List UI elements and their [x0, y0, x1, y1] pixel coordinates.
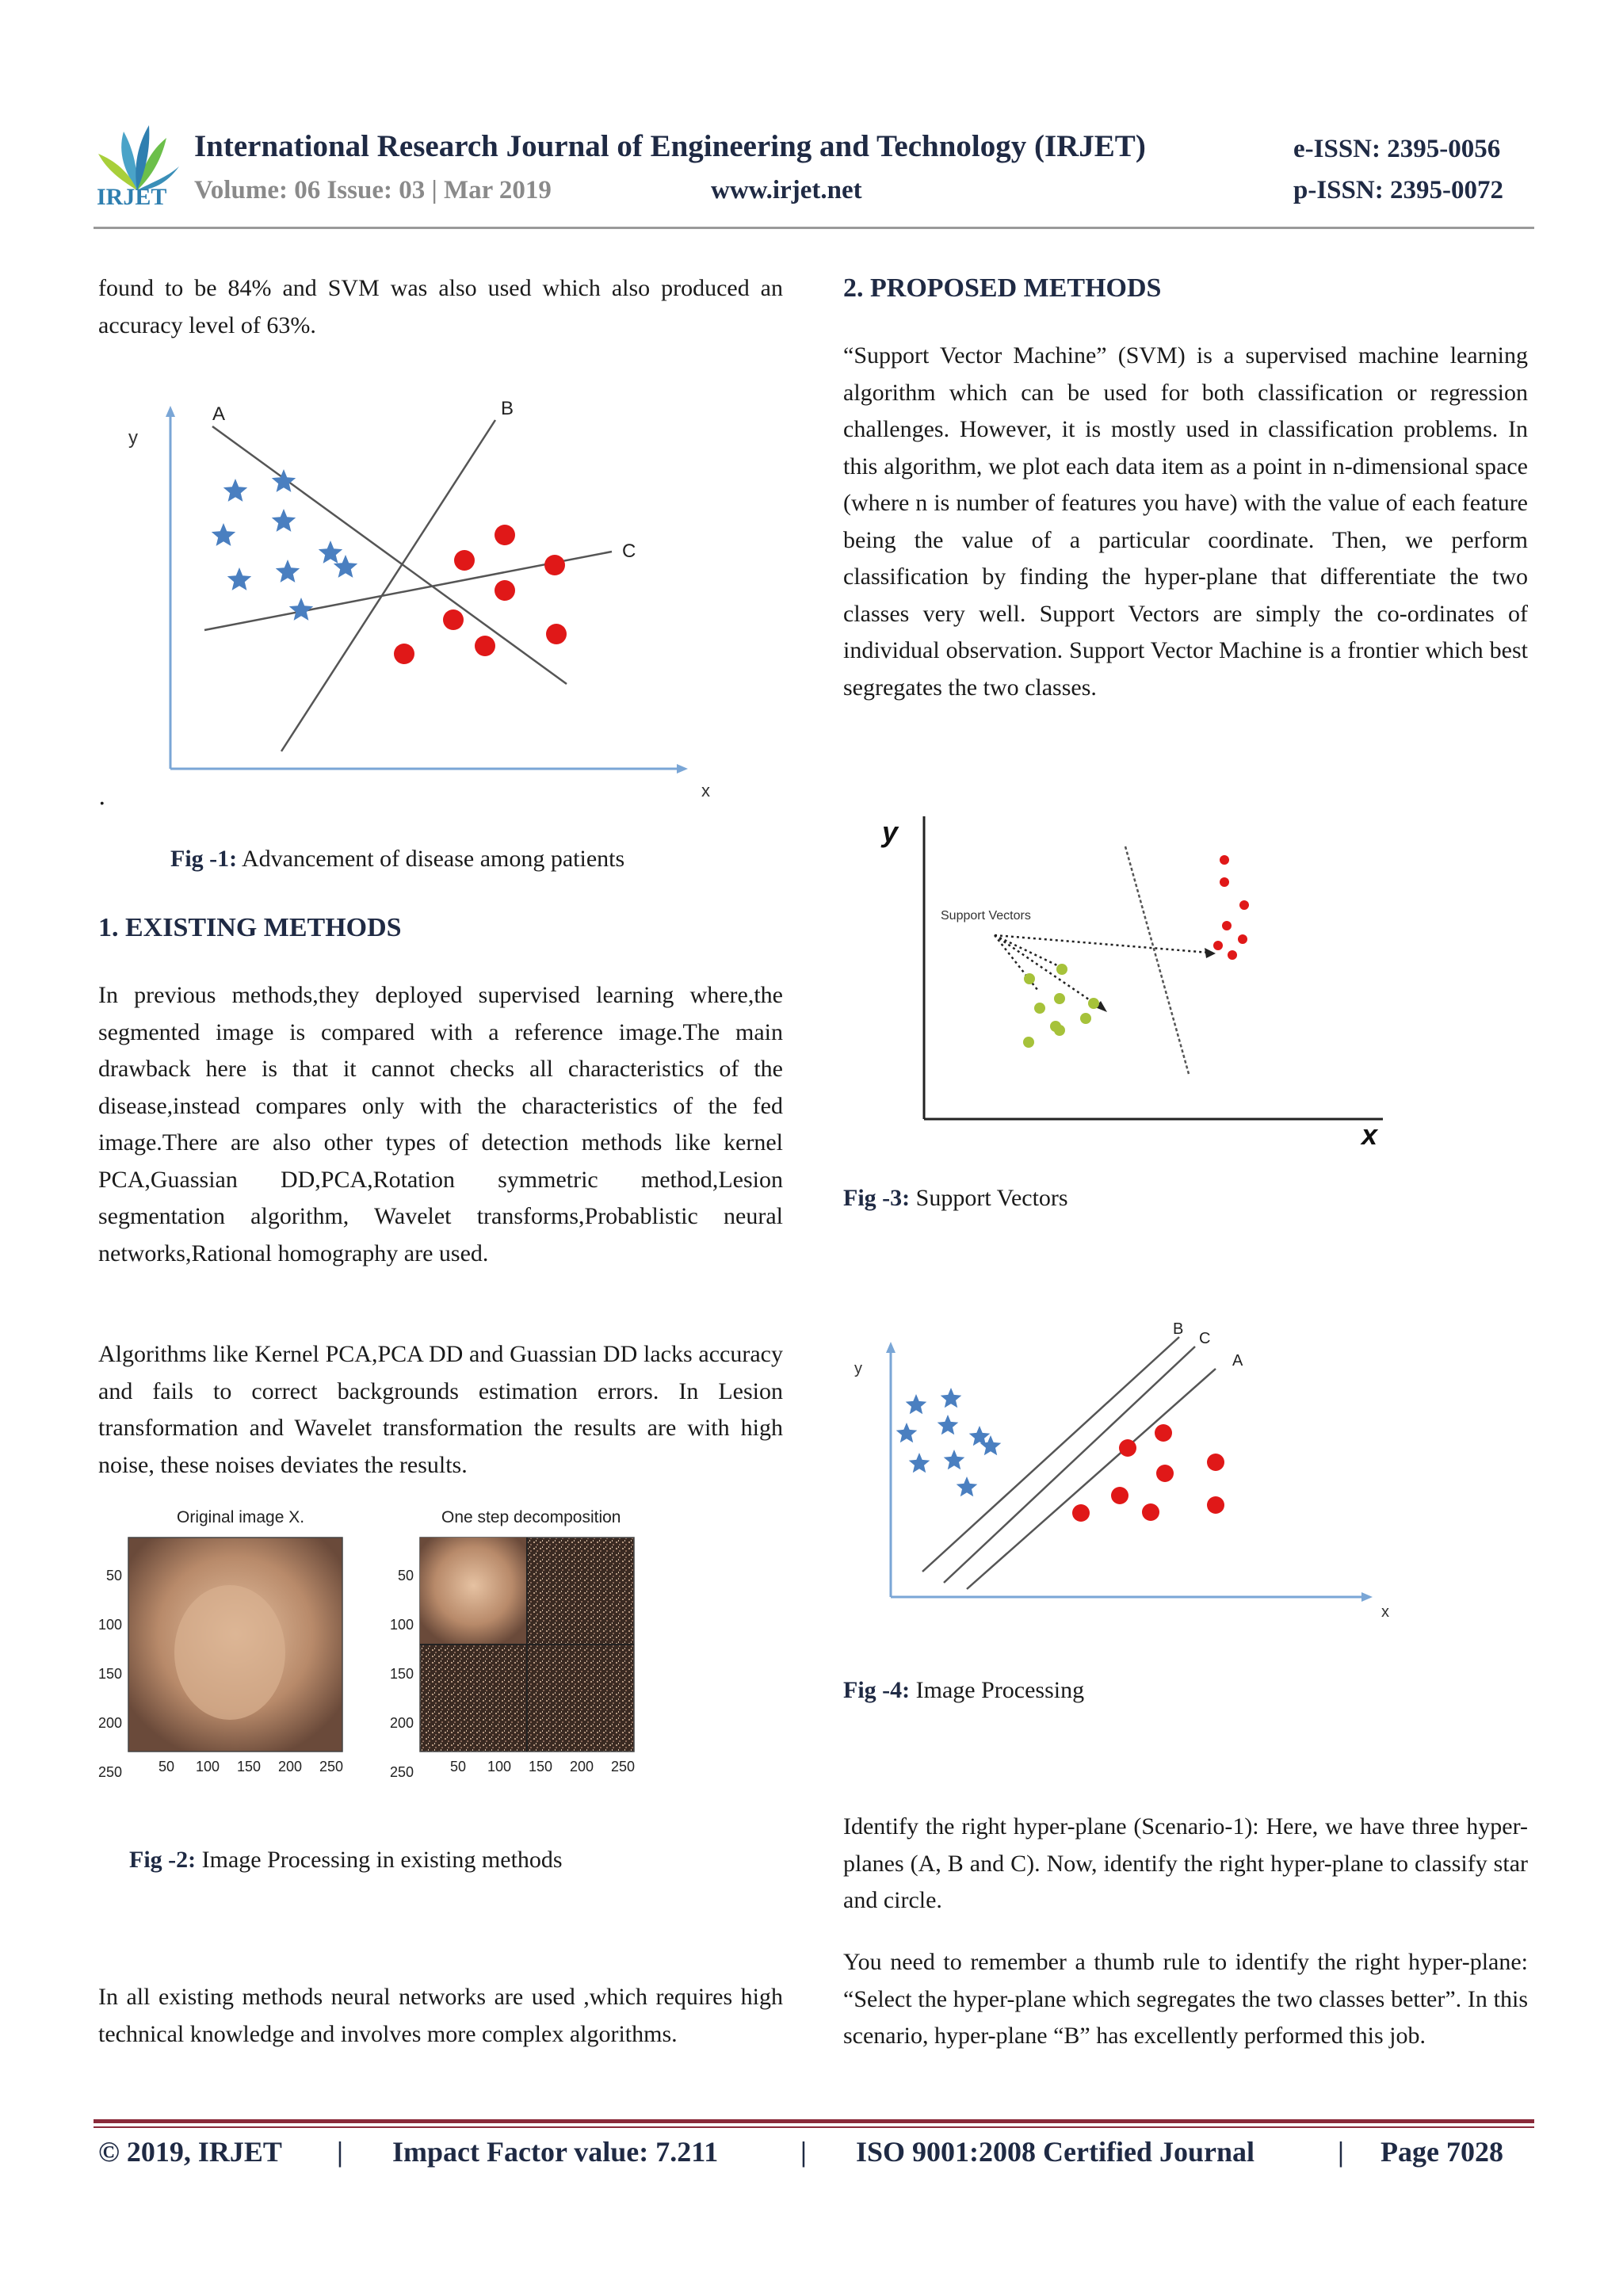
- fig4-line-b: [922, 1337, 1179, 1572]
- fig1-y-label: y: [128, 427, 138, 449]
- header-divider: [94, 227, 1534, 229]
- p-issn: p-ISSN: 2395-0072: [1293, 176, 1503, 204]
- intro-paragraph: found to be 84% and SVM was also used which also produced an accuracy level of 63%.: [98, 275, 783, 338]
- fig3-red-points: [1213, 855, 1249, 960]
- footer-impact-factor: Impact Factor value: 7.211: [392, 2136, 719, 2168]
- fig4-label-b: B: [1173, 1320, 1184, 1338]
- fig1-star: [223, 479, 247, 502]
- section-2-heading: 2. PROPOSED METHODS: [843, 273, 1162, 303]
- fig3-x-label: x: [1361, 1118, 1378, 1149]
- footer-page-number: Page 7028: [1381, 2136, 1503, 2168]
- volume-issue: Volume: 06 Issue: 03 | Mar 2019: [194, 176, 552, 204]
- fig3-y-label: y: [882, 816, 899, 848]
- fig2-panel2-title: One step decomposition: [441, 1508, 621, 1526]
- fig4-dot-point: [1155, 1424, 1172, 1442]
- fig4-star: [896, 1423, 918, 1442]
- fig1-caption: [170, 846, 624, 873]
- proposed-methods-para-2: Identify the right hyper-plane (Scenario-1): Here, we have three hyper-planes (A, B and C). Now, identify the right hyper-plane to classify star and circle.: [843, 1813, 1528, 1913]
- fig2-xtick-label: 100: [487, 1759, 512, 1775]
- fig4-dot-point: [1142, 1503, 1159, 1521]
- fig4-dots: [1072, 1424, 1224, 1522]
- fig1-line-a: [212, 426, 567, 684]
- fig3-green-point: [1024, 973, 1035, 984]
- fig1-dot-point: [443, 609, 464, 630]
- fig4-stars: [896, 1388, 1002, 1496]
- fig4-hyperplanes-chart: [846, 1320, 1401, 1637]
- fig2-ytick-label: 50: [397, 1568, 414, 1584]
- fig1-x-label: x: [701, 781, 710, 800]
- fig1-star: [212, 523, 235, 546]
- fig4-line-a: [967, 1369, 1216, 1589]
- fig2-ytick-label: 100: [97, 1617, 122, 1633]
- fig2-xtick-label: 50: [158, 1759, 175, 1775]
- fig4-dot-point: [1207, 1454, 1224, 1471]
- footer-separator-1: |: [337, 2136, 343, 2168]
- fig3-green-point: [1034, 1003, 1045, 1014]
- fig1-line-b: [281, 420, 495, 751]
- fig2-xtick-label: 250: [319, 1759, 344, 1775]
- fig2-ytick-label: 200: [97, 1715, 122, 1731]
- fig1-star: [227, 567, 251, 590]
- fig2-ytick-label: 100: [389, 1617, 414, 1633]
- footer-rule-thin: [94, 2126, 1534, 2128]
- fig4-label-c: C: [1199, 1330, 1211, 1347]
- fig3-support-label: Support Vectors: [941, 909, 1031, 923]
- fig4-dot-point: [1119, 1439, 1136, 1457]
- fig1-star: [334, 555, 357, 578]
- fig4-dot-point: [1111, 1487, 1128, 1504]
- fig2-caption-label: Fig -2:: [129, 1847, 197, 1873]
- fig3-green-point: [1080, 1013, 1091, 1024]
- fig3-green-point: [1023, 1037, 1034, 1048]
- fig2-xtick-label: 150: [528, 1759, 553, 1775]
- footer-separator-3: |: [1338, 2136, 1344, 2168]
- fig3-red-point: [1228, 950, 1237, 960]
- fig1-svm-chart: [111, 372, 713, 816]
- fig4-dot-point: [1072, 1504, 1090, 1522]
- fig3-red-point: [1238, 934, 1247, 944]
- fig1-dot-point: [394, 644, 414, 664]
- fig3-red-point: [1213, 941, 1223, 950]
- footer-separator-2: |: [800, 2136, 807, 2168]
- fig2-ytick-label: 50: [105, 1568, 122, 1584]
- fig1-dot: .: [98, 783, 106, 811]
- fig3-caption-label: Fig -3:: [843, 1185, 911, 1211]
- fig1-star: [276, 560, 300, 583]
- journal-logo: [94, 117, 181, 212]
- fig3-green-point: [1054, 1025, 1065, 1036]
- fig1-caption-label: Fig -1:: [170, 846, 238, 872]
- fig2-image-panels: [95, 1502, 650, 1819]
- fig2-ytick-label: 250: [97, 1764, 122, 1780]
- fig4-dot-point: [1207, 1496, 1224, 1514]
- fig4-line-c: [944, 1347, 1195, 1583]
- fig3-green-point: [1054, 993, 1065, 1004]
- fig1-dot-point: [454, 550, 475, 571]
- fig2-ytick-label: 200: [389, 1715, 414, 1731]
- logo-text: IRJET: [97, 184, 167, 210]
- fig2-ytick-label: 150: [389, 1666, 414, 1682]
- fig3-green-point: [1056, 964, 1067, 975]
- fig2-ytick-label: 250: [389, 1764, 414, 1780]
- fig3-red-point: [1220, 877, 1229, 887]
- fig1-label-c: C: [622, 541, 636, 562]
- website-link[interactable]: www.irjet.net: [711, 176, 862, 204]
- fig2-xtick-label: 150: [236, 1759, 262, 1775]
- fig4-label-a: A: [1232, 1352, 1243, 1370]
- existing-methods-para-2: Algorithms like Kernel PCA,PCA DD and Guassian DD lacks accuracy and fails to correct backgrounds estimation errors. In Lesion transformation and Wavelet transformation the results are with high noise, these noises deviates the results.: [98, 1341, 783, 1478]
- fig2-panel1-title: Original image X.: [177, 1508, 305, 1526]
- fig1-caption-text: Advancement of disease among patients: [242, 846, 625, 872]
- section-1-heading: 1. EXISTING METHODS: [98, 913, 402, 942]
- fig1-star: [289, 598, 313, 621]
- fig3-red-point: [1220, 855, 1229, 865]
- fig2-caption-text: Image Processing in existing methods: [201, 1847, 563, 1873]
- fig4-dot-point: [1156, 1465, 1174, 1482]
- fig3-caption: [843, 1185, 1068, 1212]
- fig3-arrows: [995, 935, 1209, 1008]
- fig4-star: [909, 1453, 930, 1473]
- fig4-x-label: x: [1381, 1603, 1389, 1621]
- existing-methods-para-1: In previous methods,they deployed supervised learning where,the segmented image is compared with a reference image.The main drawback here is that it cannot checks all characteristics of the disease,instead compares only with the characteristics of the fed image.There are also other types of detection methods like kernel PCA,Guassian DD,PCA,Rotation symmetric method,Lesion segmentation algorithm, Wavelet transforms,Probablistic neural networks,Rational homography are used.: [98, 982, 783, 1266]
- fig2-xtick-label: 100: [195, 1759, 220, 1775]
- fig2-xtick-label: 200: [569, 1759, 594, 1775]
- figure-2: [95, 1502, 650, 1819]
- figure-4: [846, 1320, 1401, 1637]
- fig3-green-point: [1088, 998, 1099, 1009]
- fig2-ytick-label: 150: [97, 1666, 122, 1682]
- footer-rule: [94, 2119, 1534, 2123]
- fig4-star: [906, 1394, 927, 1414]
- proposed-methods-para-1: “Support Vector Machine” (SVM) is a supervised machine learning algorithm which can be used for both classification or regression challenges. However, it is mostly used in classification problems. In this algorithm, we plot each data item as a point in n-dimensional space (where n is number of features you have) with the value of each feature being the value of a particular coordinate. Then, we perform classification by finding the hyper-plane that differentiate the two classes very well. Support Vectors are simply the co-ordinates of individual observation. Support Vector Machine is a frontier which best segregates the two classes.: [843, 342, 1528, 701]
- fig2-xtick-label: 250: [610, 1759, 636, 1775]
- fig1-dot-point: [495, 580, 515, 601]
- fig1-dots: [394, 525, 567, 664]
- fig4-caption-text: Image Processing: [915, 1677, 1085, 1703]
- fig2-xtick-label: 200: [277, 1759, 303, 1775]
- journal-title: International Research Journal of Engineering and Technology (IRJET): [194, 129, 1146, 163]
- footer-iso: ISO 9001:2008 Certified Journal: [856, 2136, 1254, 2168]
- fig4-star: [938, 1415, 959, 1435]
- fig3-red-point: [1222, 921, 1232, 930]
- fig1-label-b: B: [501, 398, 514, 419]
- fig1-label-a: A: [212, 403, 226, 425]
- fig3-red-point: [1239, 900, 1249, 910]
- fig2-caption: [129, 1847, 563, 1874]
- fig4-y-label: y: [854, 1360, 862, 1377]
- fig3-green-points: [1023, 964, 1099, 1048]
- footer-copyright: © 2019, IRJET: [98, 2136, 282, 2168]
- existing-methods-para-3: In all existing methods neural networks are used ,which requires high technical knowledge and involves more complex algorithms.: [98, 1984, 783, 2047]
- fig4-star: [957, 1477, 978, 1496]
- proposed-methods-para-3: You need to remember a thumb rule to identify the right hyper-plane: “Select the hyper-plane which segregates the two classes better”. In this scenario, hyper-plane “B” has excellently performed this job.: [843, 1949, 1528, 2049]
- fig4-caption-label: Fig -4:: [843, 1677, 911, 1703]
- fig4-star: [944, 1450, 965, 1469]
- fig4-caption: [843, 1677, 1084, 1704]
- fig1-stars: [212, 469, 357, 621]
- fig1-dot-point: [546, 624, 567, 644]
- figure-1: [111, 372, 713, 816]
- fig4-star: [941, 1388, 962, 1408]
- fig1-dot-point: [475, 636, 495, 656]
- fig3-caption-text: Support Vectors: [915, 1185, 1068, 1211]
- fig1-dot-point: [544, 555, 565, 575]
- fig2-xtick-label: 50: [449, 1759, 467, 1775]
- e-issn: e-ISSN: 2395-0056: [1293, 135, 1501, 163]
- fig1-dot-point: [495, 525, 515, 545]
- fig3-support-vectors-chart: [864, 800, 1434, 1149]
- fig1-star: [319, 541, 342, 563]
- fig1-star: [272, 509, 296, 532]
- fig3-hyperplane: [1125, 846, 1189, 1074]
- figure-3: [864, 800, 1434, 1149]
